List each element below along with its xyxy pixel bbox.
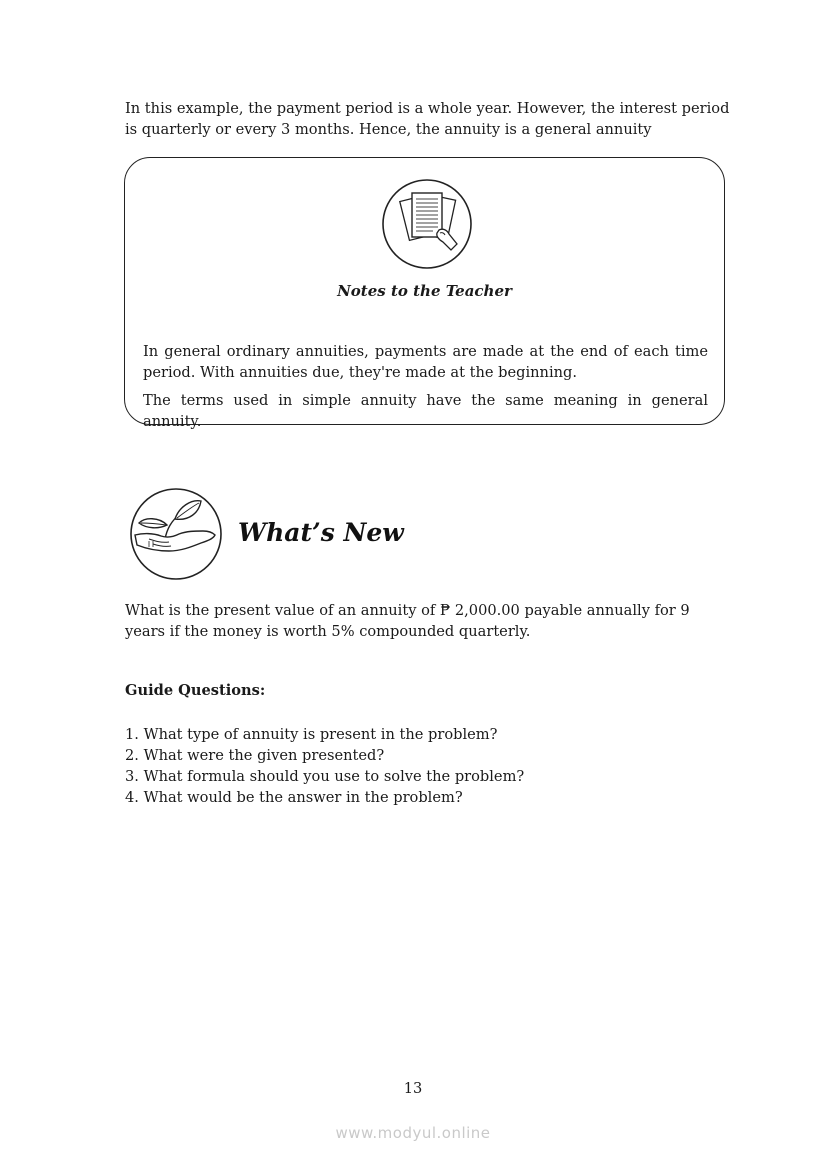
- list-item: 4. What would be the answer in the problem?: [125, 789, 463, 806]
- seedling-in-hand-icon: [129, 487, 223, 581]
- intro-paragraph: In this example, the payment period is a whole year. However, the interest period is quarterly or every 3 months. Hence, the annuity is a general annuity: [125, 100, 730, 138]
- notes-paragraph: In general ordinary annuities, payments are made at the end of each time period. With annuities due, they're made at the beginning.: [143, 343, 708, 381]
- guide-questions-heading: Guide Questions:: [125, 682, 266, 699]
- list-item: 2. What were the given presented?: [125, 747, 385, 764]
- list-item: 1. What type of annuity is present in the problem?: [125, 726, 498, 743]
- notes-title: Notes to the Teacher: [337, 282, 512, 300]
- guide-questions-list: [125, 724, 524, 808]
- watermark: www.modyul.online: [335, 1124, 491, 1142]
- papers-in-hand-icon: [381, 178, 473, 270]
- list-item: 3. What formula should you use to solve the problem?: [125, 768, 525, 785]
- page-number: 13: [403, 1080, 423, 1097]
- problem-statement: What is the present value of an annuity of ₱ 2,000.00 payable annually for 9 years if the money is worth 5% compounded quarterly.: [125, 602, 690, 640]
- whats-new-title: What’s New: [238, 518, 404, 547]
- notes-paragraph: The terms used in simple annuity have the same meaning in general annuity.: [143, 392, 708, 430]
- notes-to-teacher-box: [124, 157, 725, 430]
- notes-body: [143, 341, 708, 432]
